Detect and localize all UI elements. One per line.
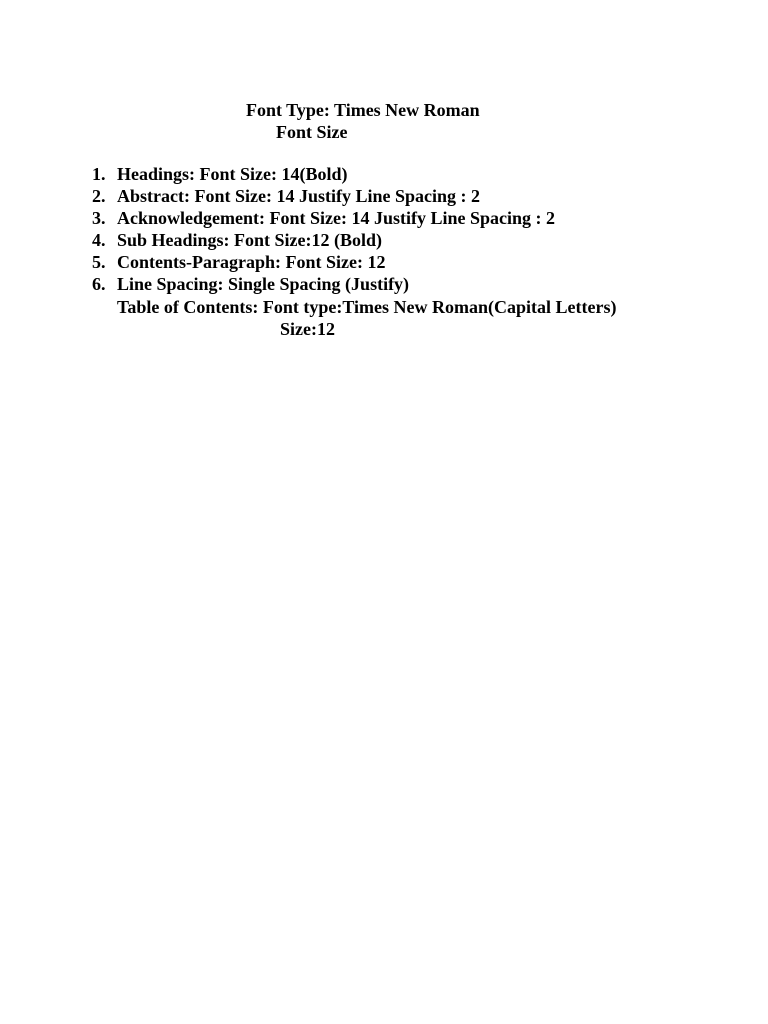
list-item-text: Line Spacing: Single Spacing (Justify) (117, 274, 410, 294)
list-item-text: Sub Headings: Font Size:12 (Bold) (117, 230, 383, 250)
list-item-number: 2. (92, 186, 106, 206)
toc-font-type: Table of Contents: Font type:Times New Roman(Capital Letters) (117, 297, 617, 317)
list-item-number: 1. (92, 164, 106, 184)
list-item-number: 3. (92, 208, 106, 228)
title-font-type: Font Type: Times New Roman (246, 100, 480, 120)
list-item-text: Contents-Paragraph: Font Size: 12 (117, 252, 386, 272)
title-font-size: Font Size (276, 122, 348, 142)
list-item-text: Headings: Font Size: 14(Bold) (117, 164, 348, 184)
list-item-text: Acknowledgement: Font Size: 14 Justify Line Spacing : 2 (117, 208, 555, 228)
list-item-number: 4. (92, 230, 106, 250)
toc-font-size: Size:12 (280, 319, 335, 339)
list-item-text: Abstract: Font Size: 14 Justify Line Spacing : 2 (117, 186, 480, 206)
list-item-number: 5. (92, 252, 106, 272)
list-item-number: 6. (92, 274, 106, 294)
